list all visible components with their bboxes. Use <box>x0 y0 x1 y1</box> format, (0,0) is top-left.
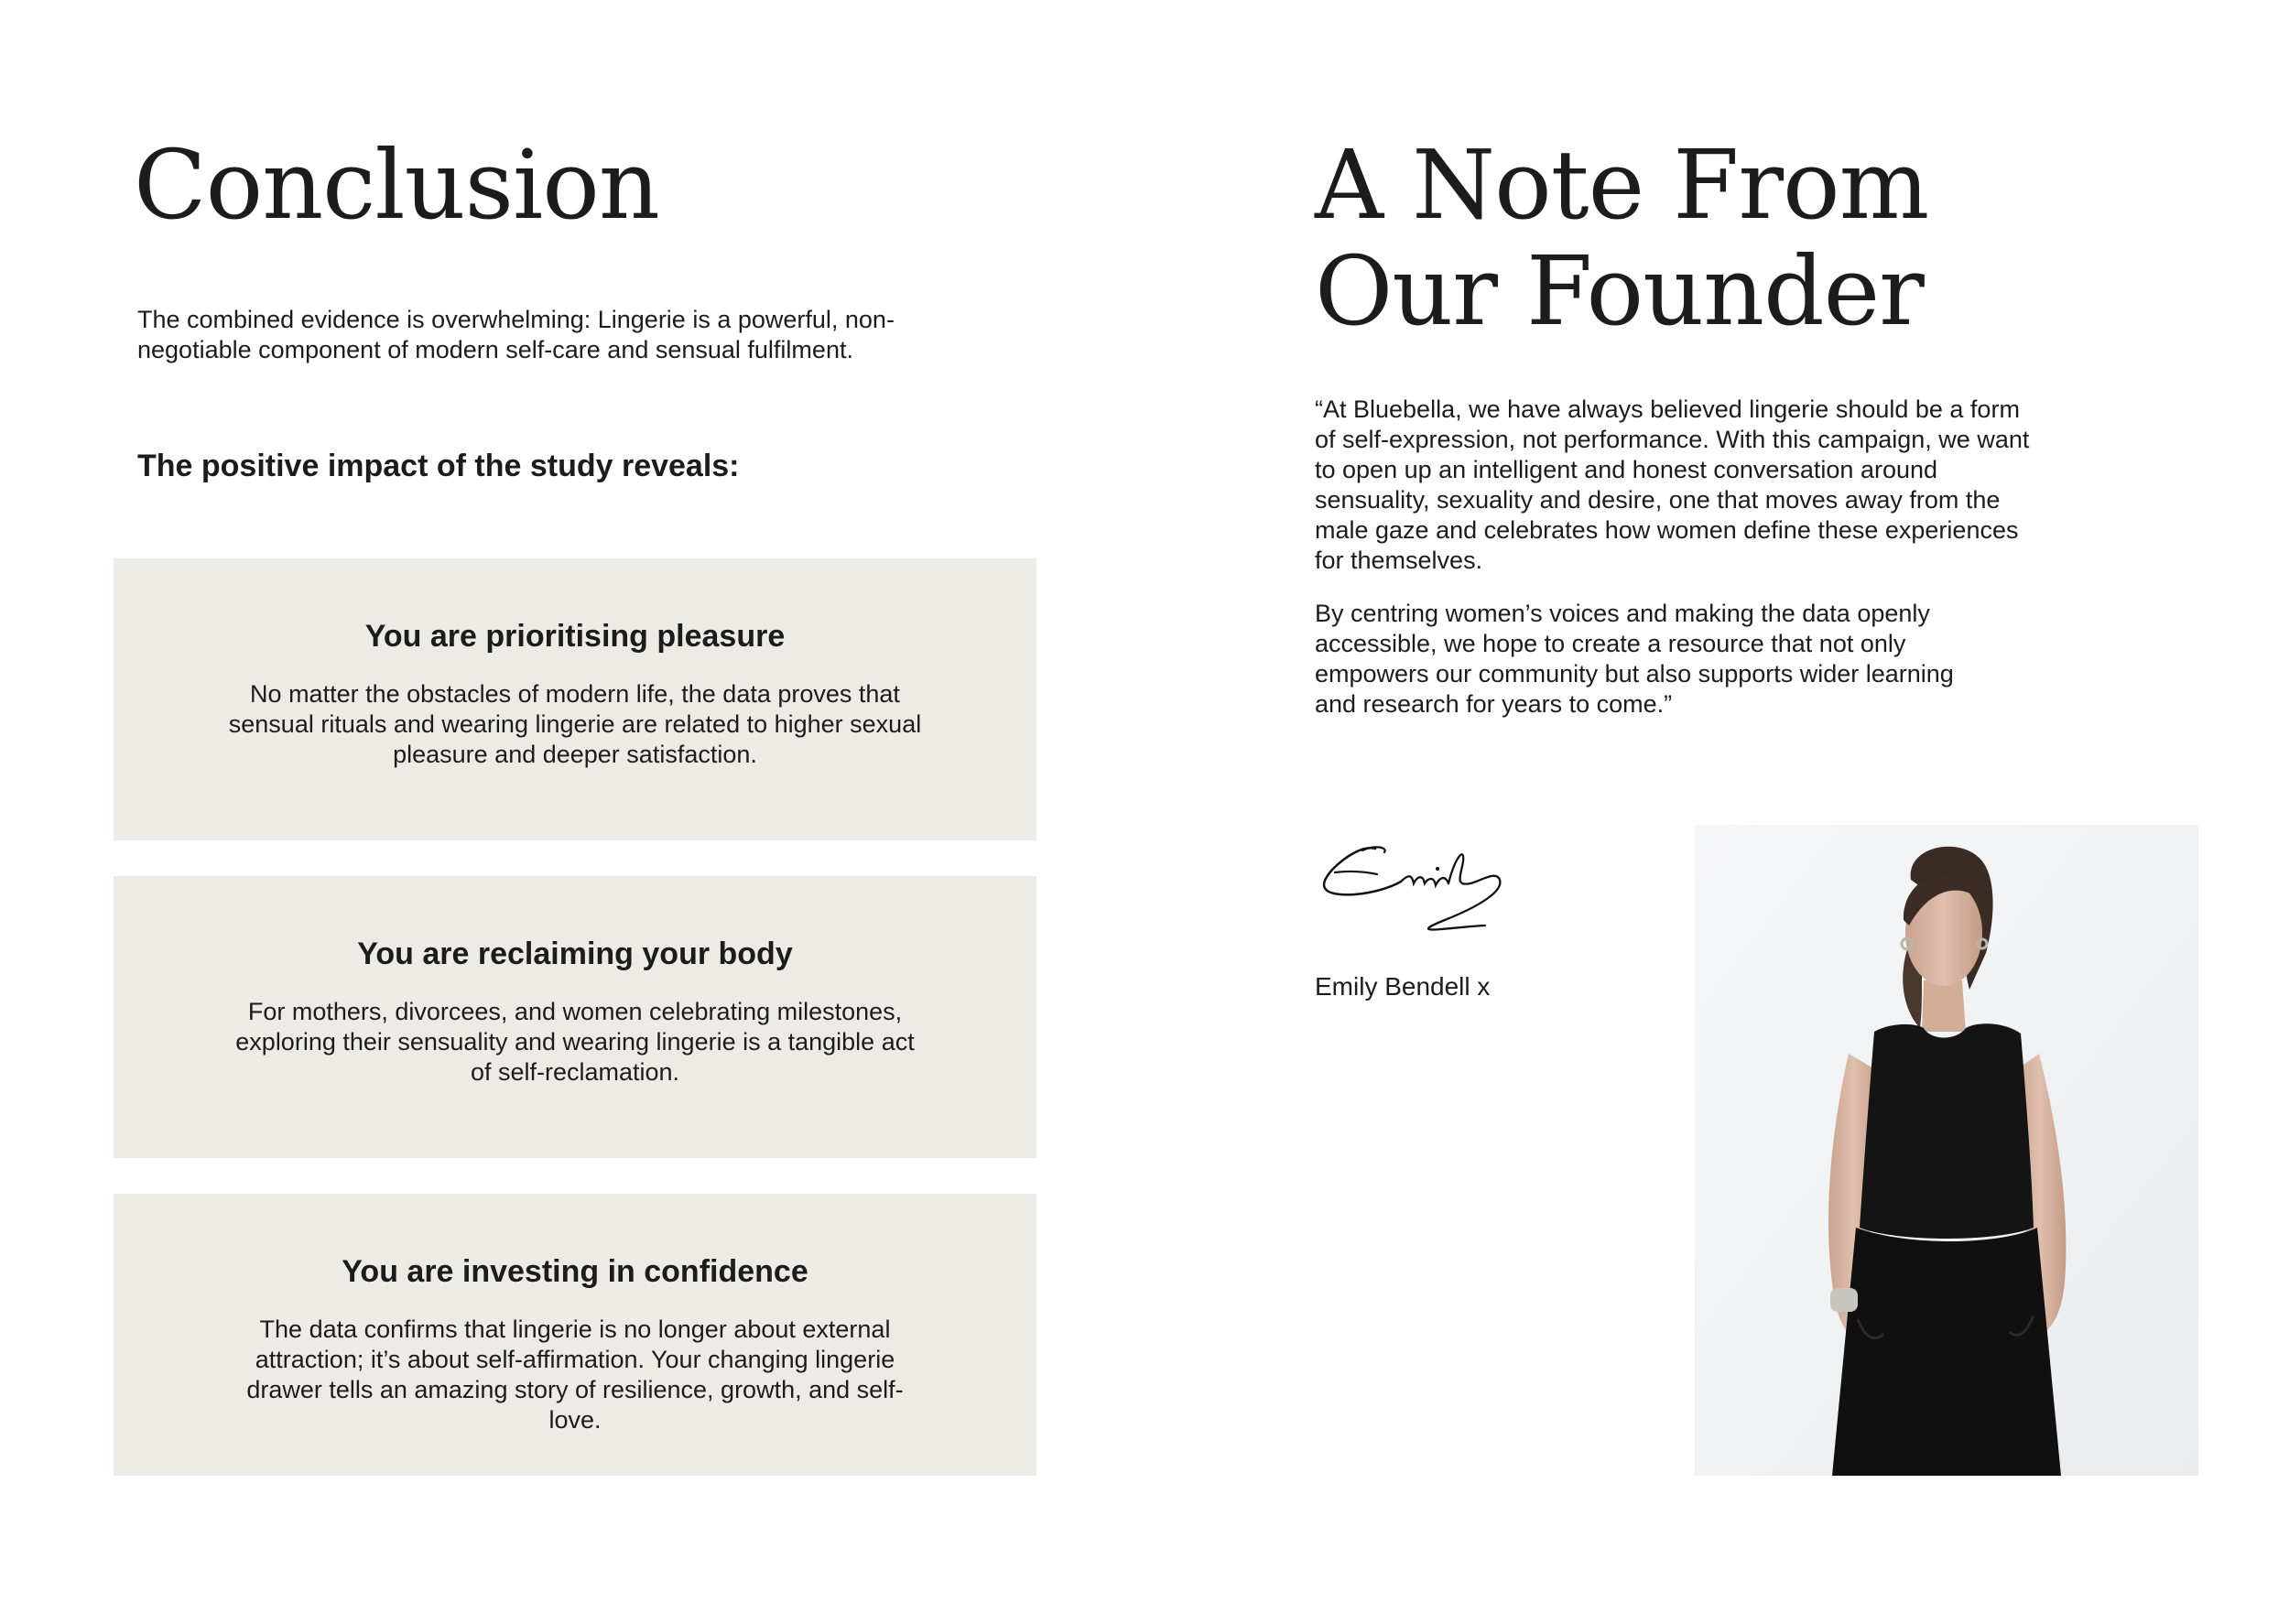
title-line-1: A Note From <box>1315 129 1929 241</box>
founder-signoff: Emily Bendell x <box>1315 972 1491 1001</box>
card-text: The data confirms that lingerie is no longer about external attraction; it’s about self-affirmation. Your changing lingerie drawer tells an amazing story of resilience, growth, and self-love. <box>246 1315 904 1434</box>
card-text: For mothers, divorcees, and women celebrating milestones, exploring their sensuality and wearing lingerie is a tangible act of self-reclamation. <box>235 998 915 1086</box>
conclusion-title: Conclusion <box>134 129 659 241</box>
founder-portrait-photo <box>1695 825 2198 1476</box>
card-title: You are investing in confidence <box>342 1254 808 1289</box>
finding-card-body <box>114 876 1036 1158</box>
card-text: No matter the obstacles of modern life, the data proves that sensual rituals and wearing lingerie are related to higher sexual pleasure and deeper satisfaction. <box>228 680 922 768</box>
right-page <box>1144 0 2289 1624</box>
founder-quote-paragraph-2: By centring women’s voices and making the data openly accessible, we hope to create a resource that not only empowers our community but also supports wider learning and research for years to come.” <box>1315 600 1954 718</box>
card-title: You are reclaiming your body <box>357 937 793 971</box>
impact-heading: The positive impact of the study reveals: <box>137 449 740 483</box>
finding-card-confidence <box>114 1194 1036 1476</box>
founder-note-title <box>1315 129 1929 347</box>
founder-signature <box>1317 838 1527 938</box>
founder-quote-paragraph-1: “At Bluebella, we have always believed lingerie should be a form of self-expression, not performance. With this campaign, we want to open up an intelligent and honest conversation around sensuality, sexuality and desire, one that moves away from the male gaze and celebrates how women define these experiences for themselves. <box>1315 395 2030 574</box>
left-page <box>0 0 1144 1624</box>
finding-card-pleasure <box>114 558 1036 840</box>
intro-paragraph: The combined evidence is overwhelming: Lingerie is a powerful, non-negotiable component of modern self-care and sensual fulfilment. <box>137 306 895 363</box>
title-line-2: Our Founder <box>1315 235 1924 347</box>
card-title: You are prioritising pleasure <box>364 619 786 654</box>
portrait-illustration <box>1695 825 2198 1476</box>
